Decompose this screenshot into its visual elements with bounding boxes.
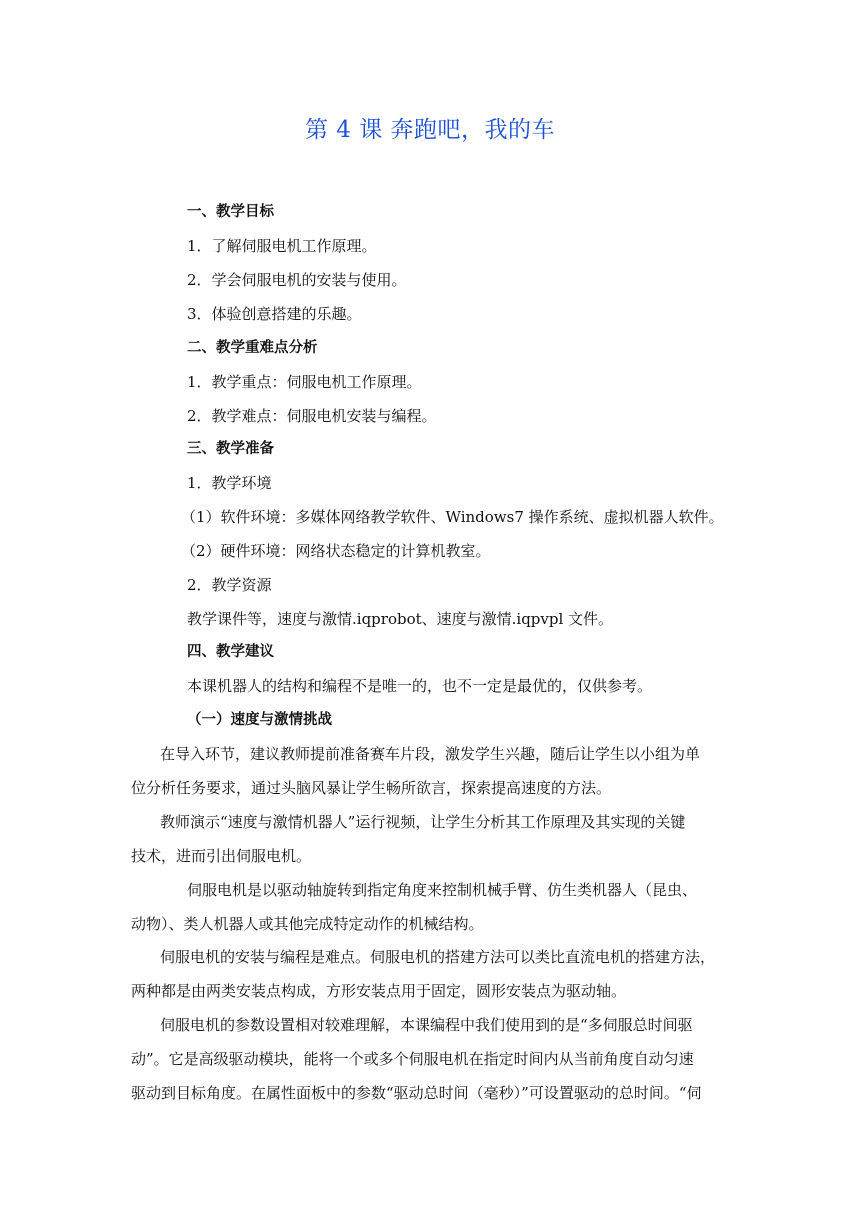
lesson-title: 第 4 课 奔跑吧，我的车 (304, 117, 556, 143)
paragraph-line: 位分析任务要求，通过头脑风暴让学生畅所欲言，探索提高速度的方法。 (131, 779, 612, 797)
paragraph-line: 伺服电机的安装与编程是难点。伺服电机的搭建方法可以类比直流电机的搭建方法， (160, 948, 716, 966)
paragraph-line: 驱动到目标角度。在属性面板中的参数“驱动总时间（毫秒）”可设置驱动的总时间。“伺 (131, 1084, 702, 1102)
key-point-item: 1．教学重点：伺服电机工作原理。 (187, 373, 422, 391)
section-heading-preparation: 三、教学准备 (187, 441, 274, 457)
paragraph-line: 教师演示“速度与激情机器人”运行视频，让学生分析其工作原理及其实现的关键 (160, 813, 686, 831)
subsection-heading-challenge: （一）速度与激情挑战 (187, 712, 332, 728)
preparation-resource-heading: 2．教学资源 (187, 576, 272, 594)
section-heading-goals: 一、教学目标 (187, 204, 274, 220)
goal-item: 2．学会伺服电机的安装与使用。 (187, 271, 407, 289)
paragraph-line: 两种都是由两类安装点构成，方形安装点用于固定，圆形安装点为驱动轴。 (131, 982, 627, 1000)
suggestions-intro: 本课机器人的结构和编程不是唯一的，也不一定是最优的，仅供参考。 (187, 677, 653, 695)
preparation-env-item: （2）硬件环境：网络状态稳定的计算机教室。 (181, 542, 491, 560)
paragraph-line: 伺服电机是以驱动轴旋转到指定角度来控制机械手臂、仿生类机器人（昆虫、 (187, 881, 698, 899)
goal-item: 1．了解伺服电机工作原理。 (187, 237, 377, 255)
goal-item: 3．体验创意搭建的乐趣。 (187, 305, 362, 323)
paragraph-line: 动”。它是高级驱动模块，能将一个或多个伺服电机在指定时间内从当前角度自动匀速 (131, 1050, 694, 1068)
paragraph-line: 动物）、类人机器人或其他完成特定动作的机械结构。 (131, 915, 484, 933)
paragraph-line: 伺服电机的参数设置相对较难理解，本课编程中我们使用到的是“多伺服总时间驱 (160, 1016, 693, 1034)
preparation-resource-text: 教学课件等，速度与激情.iqprobot、速度与激情.iqpvpl 文件。 (187, 610, 614, 628)
section-heading-key-points: 二、教学重难点分析 (187, 340, 318, 356)
preparation-env-item: （1）软件环境：多媒体网络教学软件、Windows7 操作系统、虚拟机器人软件。 (181, 508, 724, 526)
key-point-item: 2．教学难点：伺服电机安装与编程。 (187, 407, 437, 425)
paragraph-line: 技术，进而引出伺服电机。 (131, 847, 312, 865)
preparation-env-heading: 1．教学环境 (187, 474, 272, 492)
paragraph-line: 在导入环节，建议教师提前准备赛车片段，激发学生兴趣，随后让学生以小组为单 (160, 745, 701, 763)
section-heading-suggestions: 四、教学建议 (187, 644, 274, 660)
